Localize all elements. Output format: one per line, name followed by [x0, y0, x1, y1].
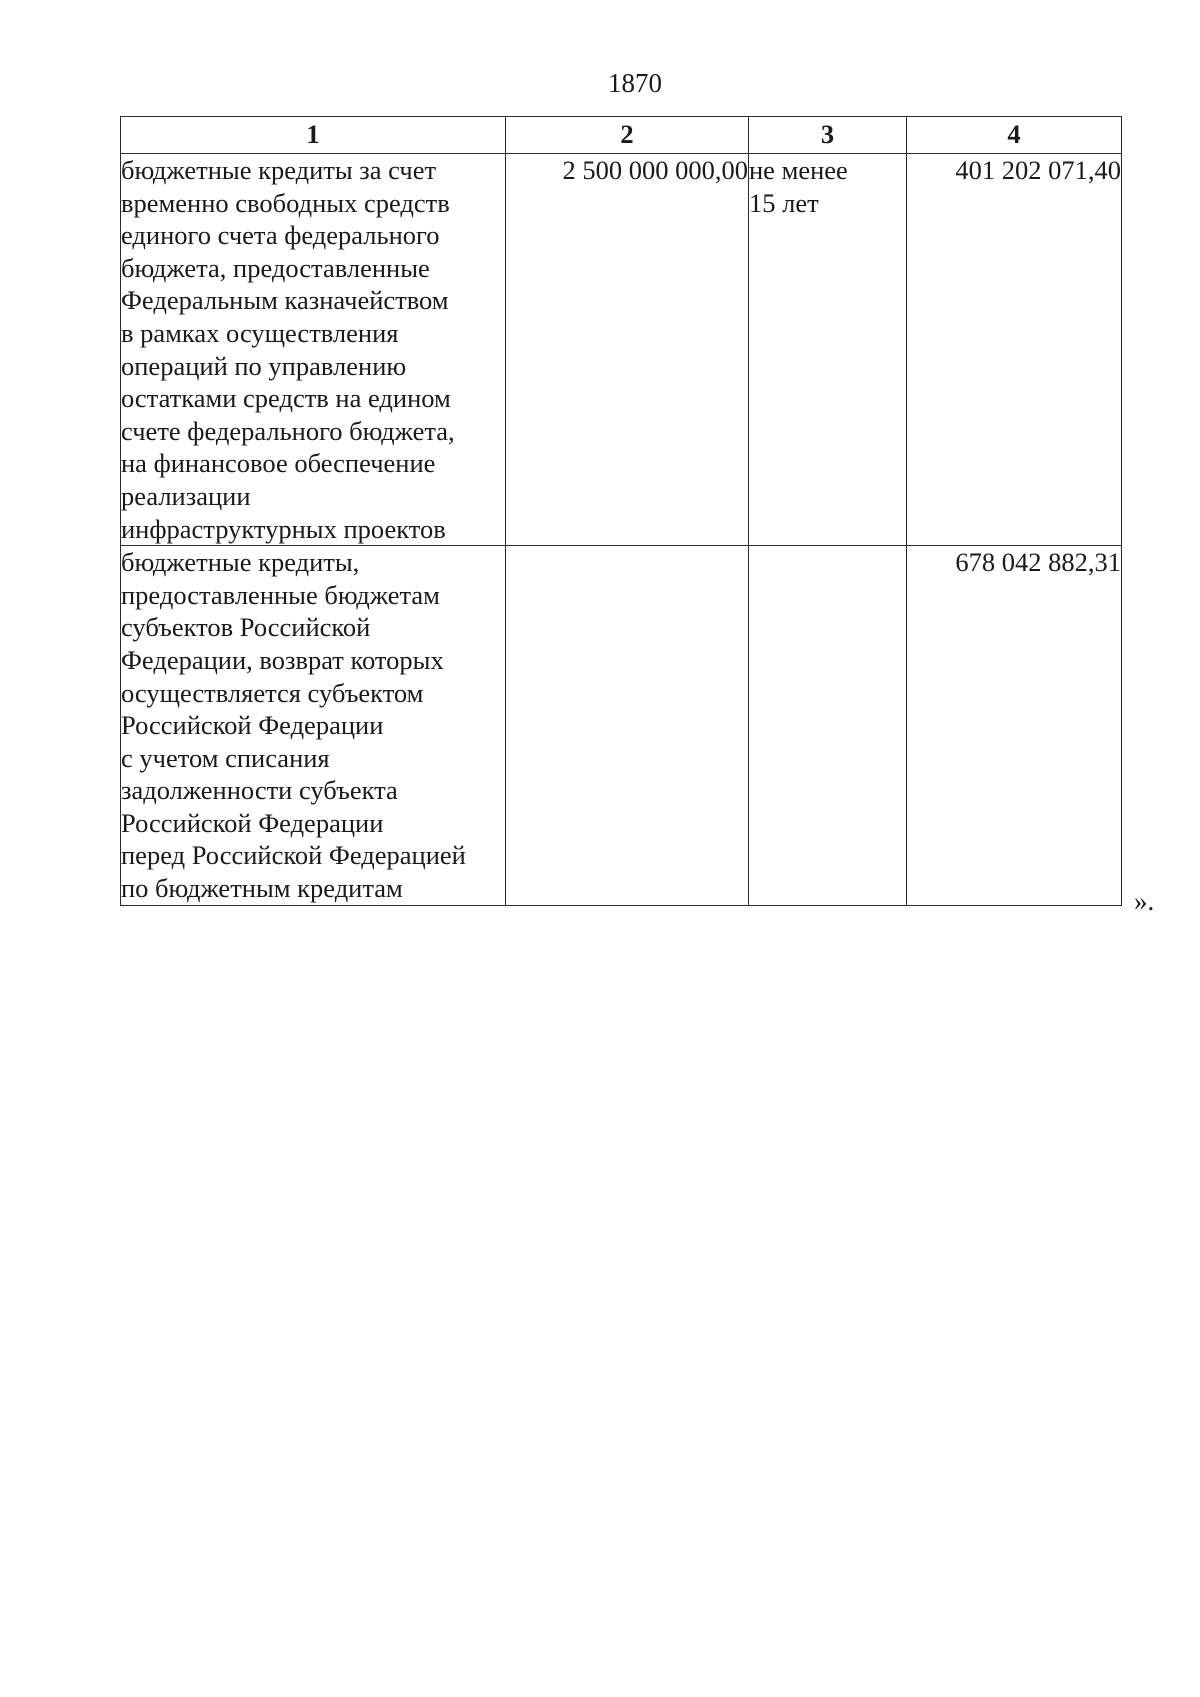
- row-amount: 2 500 000 000,00: [506, 154, 749, 546]
- row-total: 678 042 882,31: [907, 546, 1122, 906]
- column-header-1: 1: [121, 117, 506, 154]
- closing-quote: ».: [1134, 886, 1155, 916]
- column-header-2: 2: [506, 117, 749, 154]
- column-header-3: 3: [749, 117, 907, 154]
- row-description: бюджетные кредиты за счет временно свободных средств единого счета федерального бюджета, предоставленные Федеральным казначейством в рамках осуществления операций по управлению остатками средств на едином счете федерального бюджета, на финансовое обеспечение реализации инфраструктурных проектов: [121, 154, 506, 546]
- row-amount: [506, 546, 749, 906]
- table-header-row: [121, 117, 1122, 154]
- column-header-4: 4: [907, 117, 1122, 154]
- page-number: 1870: [608, 68, 662, 98]
- row-description: бюджетные кредиты, предоставленные бюджетам субъектов Российской Федерации, возврат которых осуществляется субъектом Российской Федерации с учетом списания задолженности субъекта Российской Федерации перед Российской Федерацией по бюджетным кредитам: [121, 546, 506, 906]
- table-row: [121, 546, 1122, 906]
- row-term: не менее 15 лет: [749, 154, 907, 546]
- table-row: [121, 154, 1122, 546]
- row-term: [749, 546, 907, 906]
- budget-credits-table: [120, 116, 1122, 906]
- row-total: 401 202 071,40: [907, 154, 1122, 546]
